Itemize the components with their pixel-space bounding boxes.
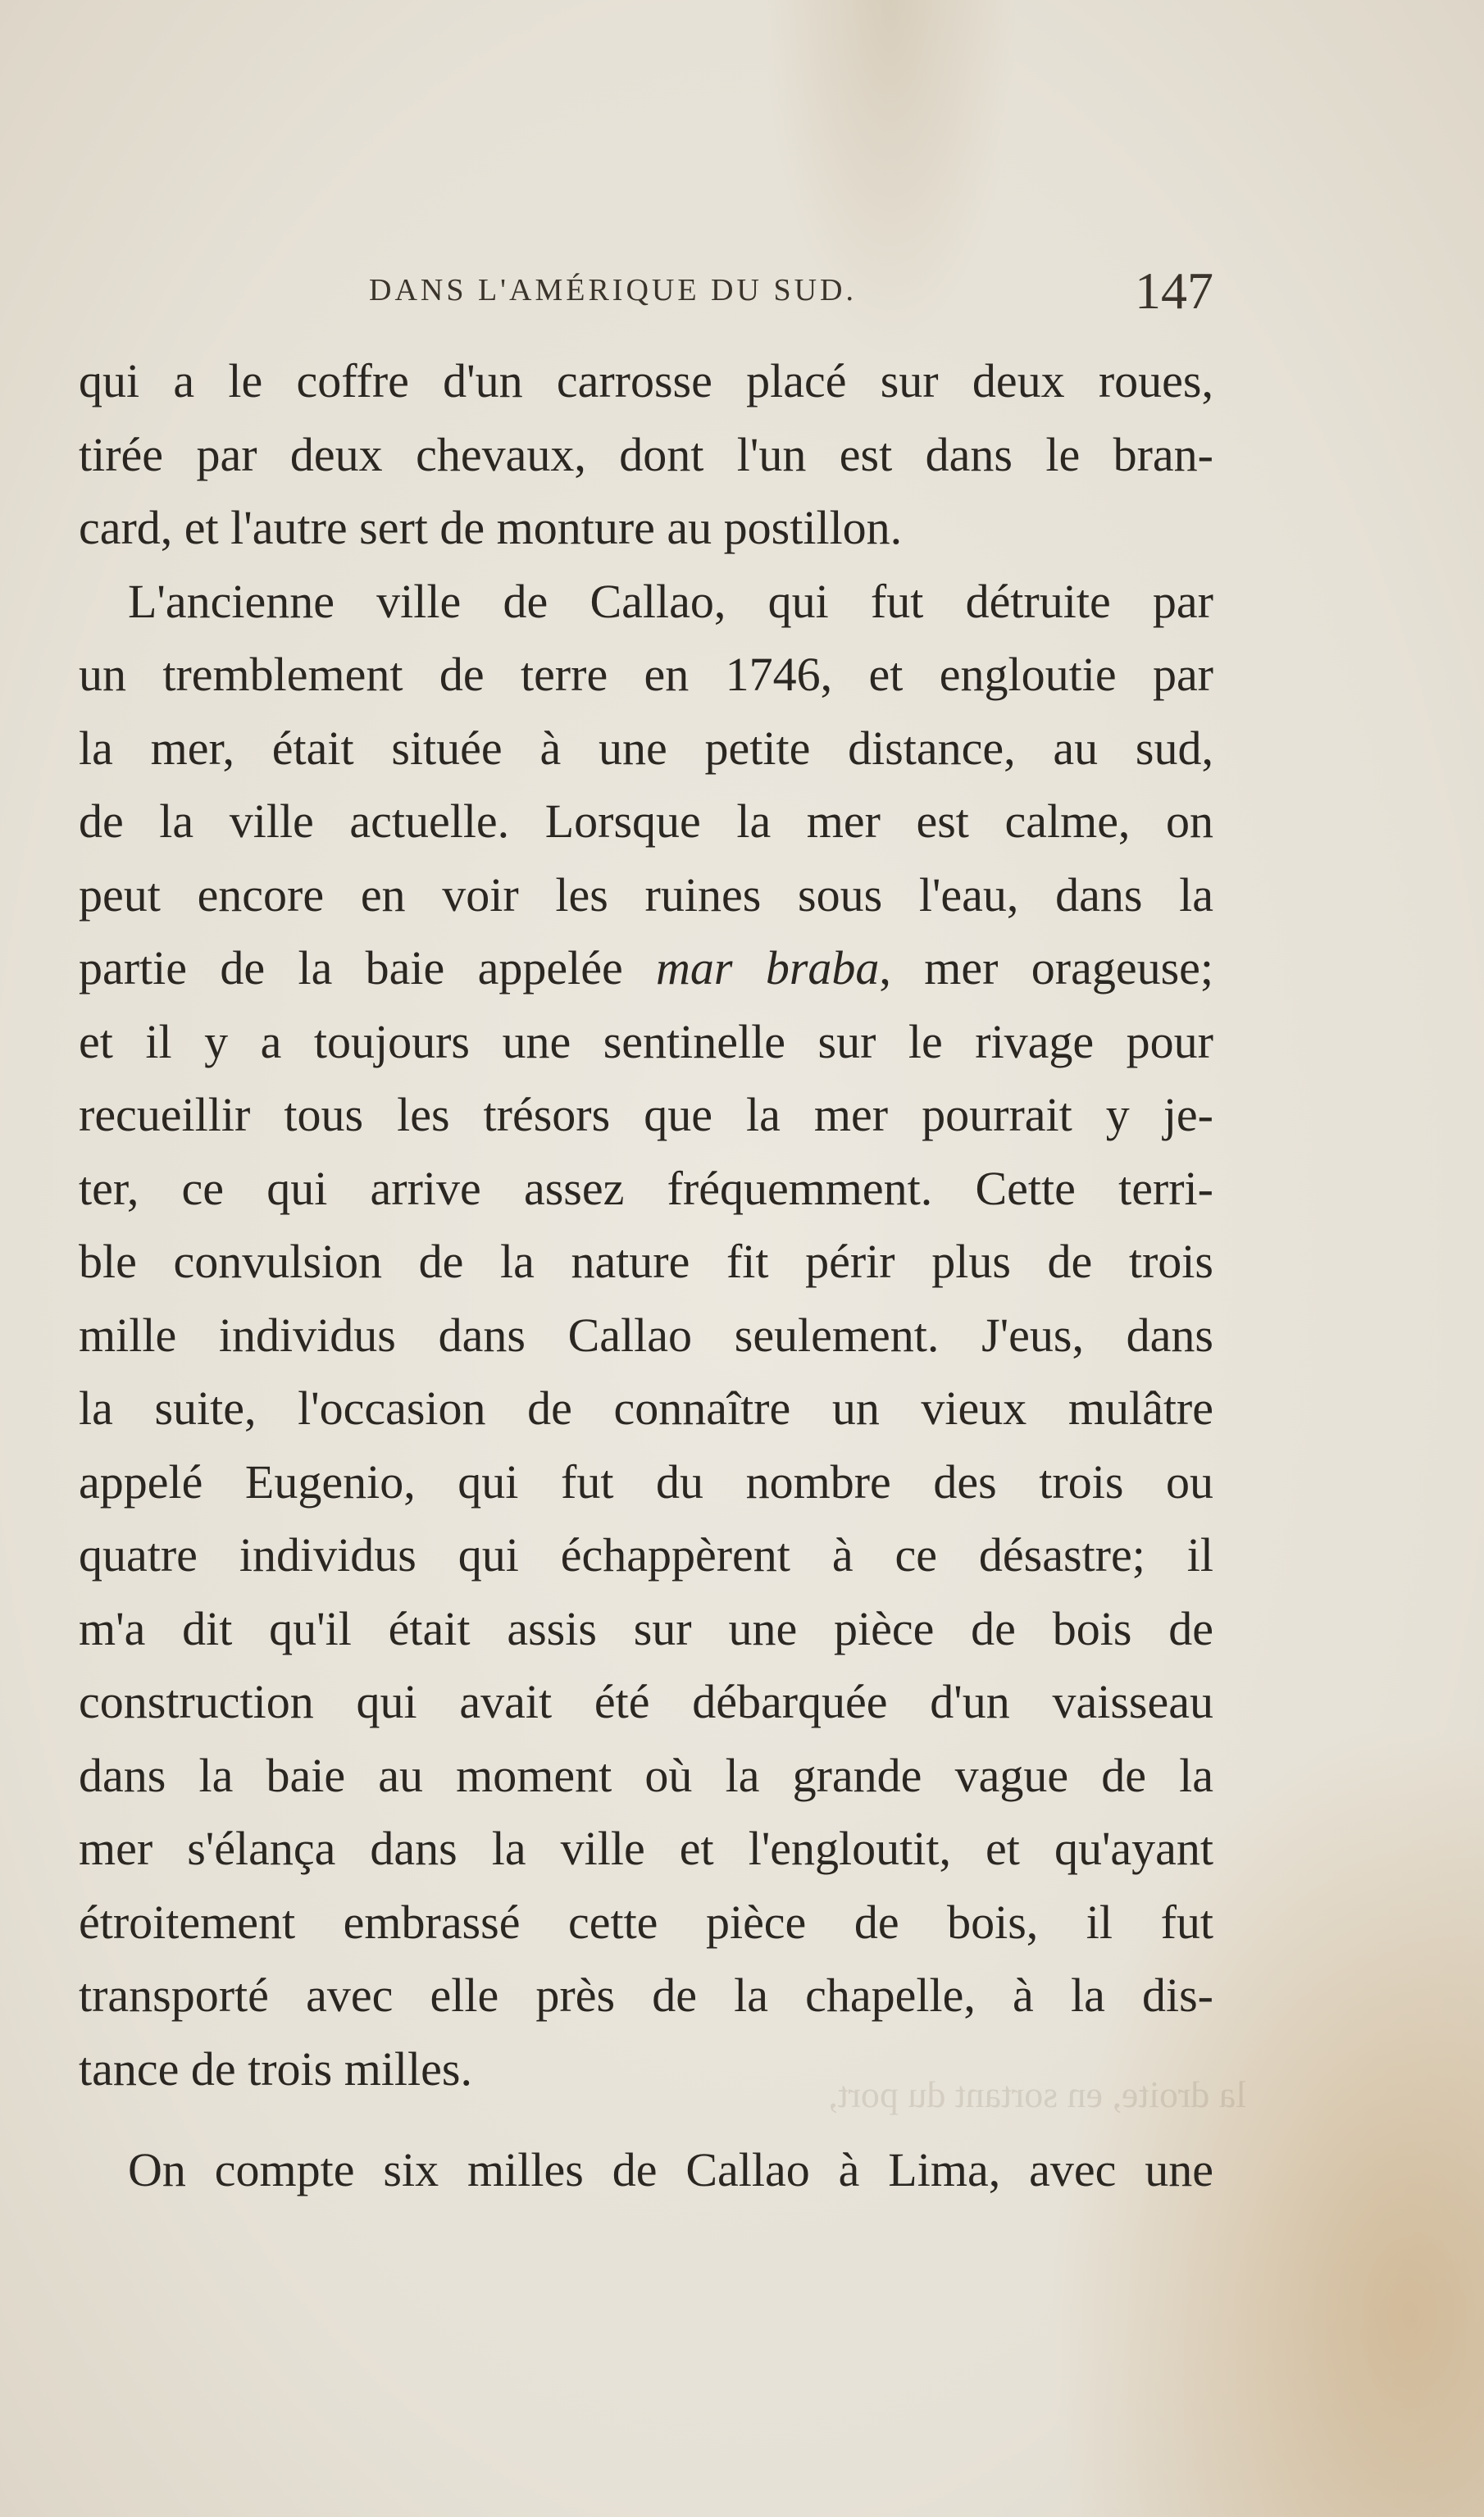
text-line: mille individus dans Callao seulement. J'eus, dans	[79, 1308, 1213, 1362]
text-line: de la ville actuelle. Lorsque la mer est calme, on	[79, 794, 1213, 848]
text-line: dans la baie au moment où la grande vague de la	[79, 1748, 1213, 1802]
text-line: card, et l'autre sert de monture au postillon.	[79, 501, 903, 554]
italic-phrase: mar braba	[656, 941, 880, 995]
bleed-through-text: la droite, en sortant du port,	[828, 2073, 1246, 2115]
text-line: On compte six milles de Callao à Lima, avec une	[128, 2143, 1213, 2196]
paragraph-2	[79, 565, 1213, 2106]
text-line: quatre individus qui échappèrent à ce désastre; il	[79, 1528, 1213, 1582]
text-line: appelé Eugenio, qui fut du nombre des trois ou	[79, 1454, 1213, 1509]
running-head: DANS L'AMÉRIQUE DU SUD.	[369, 273, 857, 307]
text-line: et il y a toujours une sentinelle sur le rivage pour	[79, 1014, 1213, 1068]
text-line: L'ancienne ville de Callao, qui fut détruite par	[128, 574, 1213, 628]
text-line: m'a dit qu'il était assis sur une pièce de bois de	[79, 1601, 1213, 1655]
text-line: recueillir tous les trésors que la mer pourrait y je-	[79, 1088, 1213, 1141]
text-line: ter, ce qui arrive assez fréquemment. Cette terri-	[79, 1161, 1213, 1215]
text-line: mer s'élança dans la ville et l'engloutit, et qu'ayant	[79, 1822, 1213, 1875]
page-number: 147	[1135, 262, 1213, 320]
text-line: un tremblement de terre en 1746, et engloutie par	[79, 648, 1213, 701]
text-line: tirée par deux chevaux, dont l'un est dans le bran-	[79, 427, 1213, 481]
text-line: la mer, était située à une petite distance, au sud,	[79, 721, 1213, 775]
text-line: construction qui avait été débarquée d'un vaisseau	[79, 1675, 1213, 1728]
text-line: qui a le coffre d'un carrosse placé sur deux roues,	[79, 354, 1213, 407]
text-line: transporté avec elle près de la chapelle, à la dis-	[79, 1969, 1213, 2022]
text-line-with-italic	[79, 931, 1213, 1005]
body-text	[79, 344, 1213, 2207]
text-line: étroitement embrassé cette pièce de bois, il fut	[79, 1895, 1213, 1949]
paragraph-3	[79, 2133, 1213, 2207]
paragraph-1	[79, 344, 1213, 565]
text-line: tance de trois milles.	[79, 2041, 472, 2096]
text-line: ble convulsion de la nature fit périr plus de trois	[79, 1235, 1213, 1288]
text-segment: , mer orageuse;	[879, 941, 1213, 995]
page-header	[82, 261, 1213, 335]
text-segment: partie de la baie appelée	[79, 941, 657, 995]
text-line: la suite, l'occasion de connaître un vieux mulâtre	[79, 1381, 1213, 1435]
text-line: peut encore en voir les ruines sous l'eau, dans la	[79, 867, 1213, 922]
